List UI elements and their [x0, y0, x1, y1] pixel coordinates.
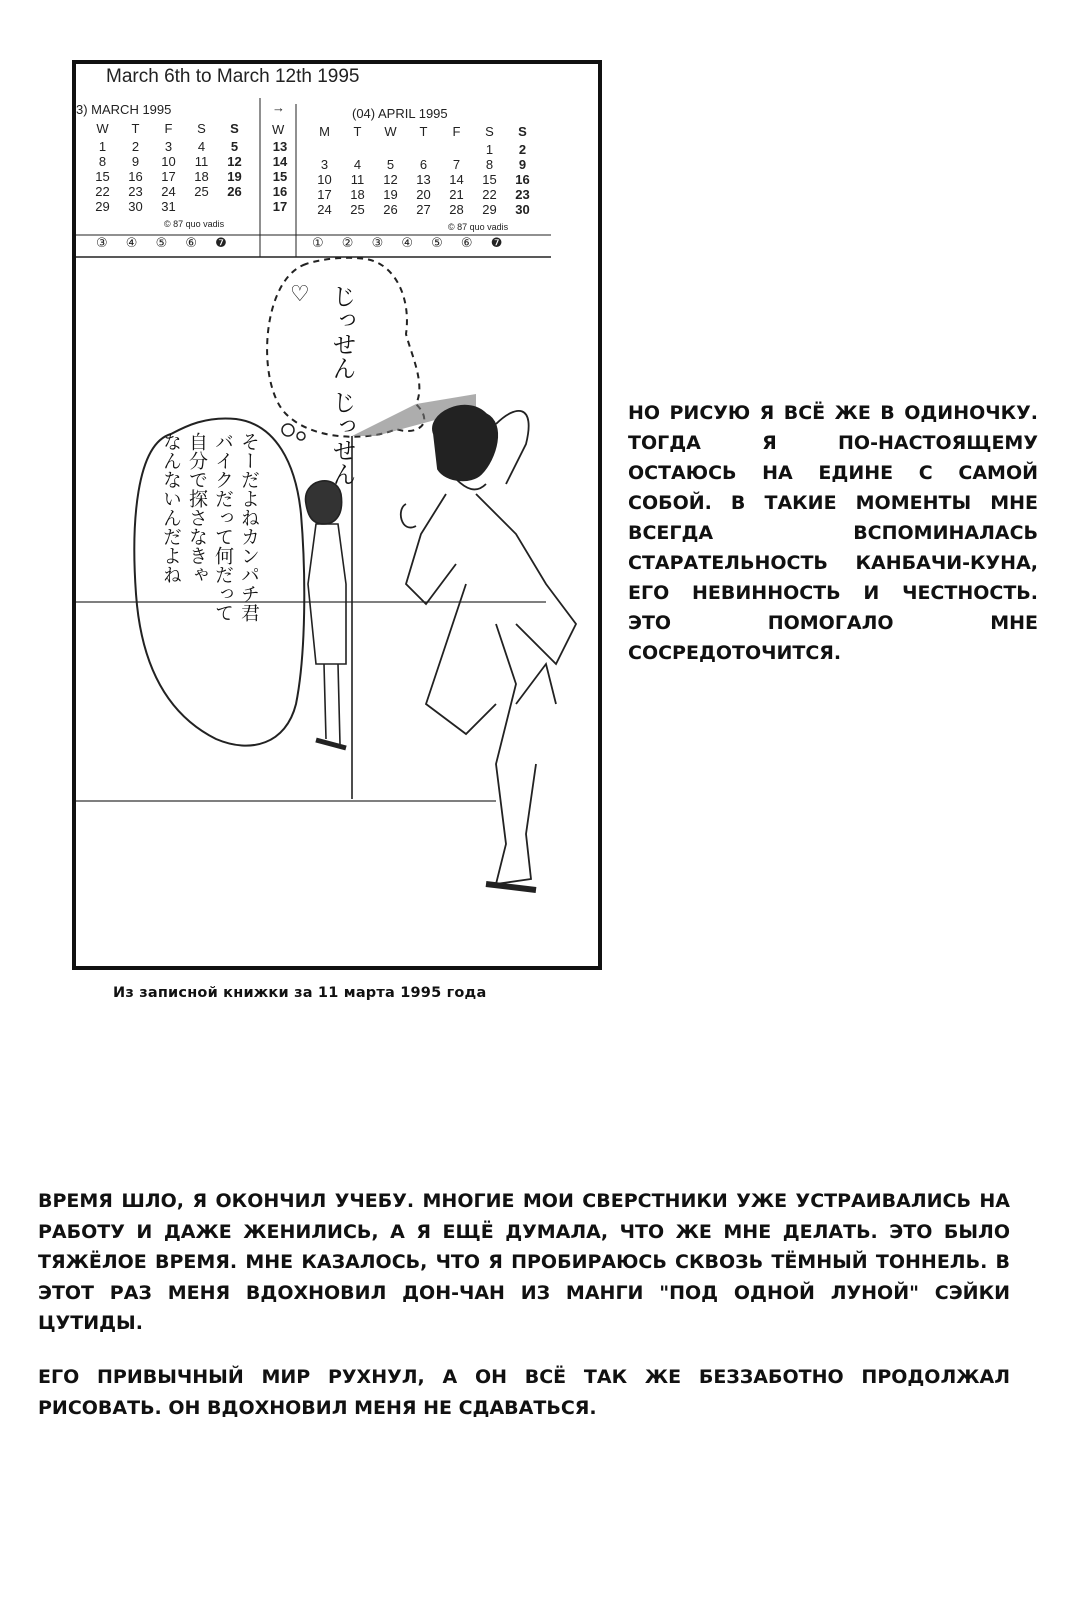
- calendar-cell: S: [485, 124, 494, 139]
- jp-text: じっせん: [328, 390, 356, 486]
- calendar-cell: 9: [131, 154, 140, 169]
- boy-figure: [401, 406, 576, 890]
- april-header: (04) APRIL 1995: [352, 106, 448, 121]
- calendar-cell: 16: [272, 184, 288, 199]
- calendar-cell: 8: [485, 157, 494, 172]
- calendar-cell: 24: [161, 184, 176, 199]
- calendar-cell: T: [131, 121, 140, 136]
- heart-icon: ♡: [290, 282, 310, 307]
- calendar-cell: 10: [161, 154, 176, 169]
- calendar-cell: 6: [419, 157, 428, 172]
- calendar-cell: 19: [227, 169, 242, 184]
- calendar-cell: 1: [98, 139, 107, 154]
- calendar-cell: 23: [128, 184, 143, 199]
- march-copyright: © 87 quo vadis: [164, 219, 225, 229]
- calendar-cell: 24: [317, 202, 332, 217]
- arrow-icon: →: [272, 100, 285, 115]
- calendar-cell: 2: [518, 142, 527, 157]
- left-bubble-text: [158, 432, 262, 732]
- april-circles: ① ② ③ ④ ⑤ ⑥ ❼: [312, 236, 503, 251]
- calendar-cell: M: [319, 124, 330, 139]
- calendar-cell: 18: [194, 169, 209, 184]
- calendar-cell: 26: [227, 184, 242, 199]
- calendar-cell: 27: [416, 202, 431, 217]
- calendar-cell: 30: [128, 199, 143, 214]
- calendar-cell: 11: [194, 154, 209, 169]
- calendar-cell: 1: [485, 142, 494, 157]
- calendar-cell: 3: [320, 157, 329, 172]
- sketch-layer: [76, 64, 598, 966]
- paragraph-2: ЕГО ПРИВЫЧНЫЙ МИР РУХНУЛ, А ОН ВСЁ ТАК ЖЕ БЕЗЗАБОТНО ПРОДОЛЖАЛ РИСОВАТЬ. ОН ВДОХНОВИЛ МЕНЯ НЕ СДАВАТЬСЯ.: [38, 1366, 1010, 1419]
- calendar-cell: 16: [515, 172, 530, 187]
- calendar-cell: 29: [482, 202, 497, 217]
- jp-text: なんないんだよね: [160, 432, 182, 584]
- calendar-cell: 5: [386, 157, 395, 172]
- calendar-cell: F: [452, 124, 461, 139]
- calendar-cell: 11: [350, 172, 365, 187]
- calendar-cell: 31: [161, 199, 176, 214]
- jp-text: バイクだって何だって: [212, 432, 234, 622]
- calendar-cell: 4: [197, 139, 206, 154]
- calendar-cell: S: [518, 124, 527, 139]
- calendar-cell: 10: [317, 172, 332, 187]
- calendar-cell: 19: [383, 187, 398, 202]
- calendar-cell: 13: [272, 139, 288, 154]
- calendar-cell: 26: [383, 202, 398, 217]
- calendar-cell: T: [353, 124, 362, 139]
- calendar-cell: 13: [416, 172, 431, 187]
- calendar-cell: 17: [161, 169, 176, 184]
- week-col-header: W: [272, 122, 285, 137]
- calendar-cell: 25: [350, 202, 365, 217]
- calendar-cell: 20: [416, 187, 431, 202]
- calendar-cell: 18: [350, 187, 365, 202]
- calendar-cell: 15: [482, 172, 497, 187]
- calendar-cell: 17: [317, 187, 332, 202]
- calendar-cell: S: [197, 121, 206, 136]
- notebook-image: [72, 60, 602, 970]
- calendar-cell: 4: [353, 157, 362, 172]
- top-bubble-text: [328, 284, 356, 486]
- calendar-week-title: March 6th to March 12th 1995: [106, 66, 360, 87]
- jp-text: 自分で探さなきゃ: [186, 432, 208, 584]
- calendar-cell: 22: [95, 184, 110, 199]
- calendar-cell: 12: [383, 172, 398, 187]
- paragraph-1: ВРЕМЯ ШЛО, Я ОКОНЧИЛ УЧЕБУ. МНОГИЕ МОИ СВЕРСТНИКИ УЖЕ УСТРАИВАЛИСЬ НА РАБОТУ И ДАЖЕ ЖЕНИЛИСЬ, А Я ЕЩЁ ДУМАЛА, ЧТО ЖЕ МНЕ ДЕЛАТЬ. ЭТО БЫЛО ТЯЖЁЛОЕ ВРЕМЯ. МНЕ КАЗАЛОСЬ, ЧТО Я ПРОБИРАЮСЬ СКВОЗЬ ТЁМНЫЙ ТОННЕЛЬ. В ЭТОТ РАЗ МЕНЯ ВДОХНОВИЛ ДОН-ЧАН ИЗ МАНГИ "ПОД ОДНОЙ ЛУНОЙ" СЭЙКИ ЦУТИДЫ.: [38, 1190, 1010, 1334]
- march-circles: ③ ④ ⑤ ⑥ ❼: [96, 236, 227, 251]
- april-copyright: © 87 quo vadis: [448, 222, 509, 232]
- calendar-cell: 12: [227, 154, 242, 169]
- calendar-cell: 3: [164, 139, 173, 154]
- calendar-cell: T: [419, 124, 428, 139]
- calendar-cell: 2: [131, 139, 140, 154]
- girl-figure: [306, 481, 346, 748]
- calendar-cell: W: [96, 121, 109, 136]
- march-header: 3) MARCH 1995: [76, 102, 172, 117]
- calendar-cell: 28: [449, 202, 464, 217]
- calendar-cell: 14: [272, 154, 288, 169]
- calendar-cell: 8: [98, 154, 107, 169]
- calendar-cell: 29: [95, 199, 110, 214]
- calendar-cell: 15: [95, 169, 110, 184]
- calendar-cell: 9: [518, 157, 527, 172]
- calendar-cell: 15: [272, 169, 288, 184]
- calendar-cell: 17: [272, 199, 288, 214]
- calendar-cell: 25: [194, 184, 209, 199]
- image-caption: Из записной книжки за 11 марта 1995 года: [113, 985, 487, 1001]
- calendar-cell: 21: [449, 187, 464, 202]
- calendar-cell: F: [164, 121, 173, 136]
- calendar-cell: W: [384, 124, 397, 139]
- calendar-cell: 5: [230, 139, 239, 154]
- jp-text: じっせん: [328, 284, 356, 380]
- calendar-cell: 30: [515, 202, 530, 217]
- calendar-cell: 16: [128, 169, 143, 184]
- calendar-cell: 7: [452, 157, 461, 172]
- calendar-cell: S: [230, 121, 239, 136]
- calendar-cell: 22: [482, 187, 497, 202]
- jp-text: そーだよねカンパチ君: [238, 432, 260, 622]
- side-text: НО РИСУЮ Я ВСЁ ЖЕ В ОДИНОЧКУ. ТОГДА Я ПО-НАСТОЯЩЕМУ ОСТАЮСЬ НА ЕДИНЕ С САМОЙ СОБОЙ. В ТАКИЕ МОМЕНТЫ МНЕ ВСЕГДА ВСПОМИНАЛАСЬ СТАРАТЕЛЬНОСТЬ КАНБАЧИ-КУНА, ЕГО НЕВИННОСТЬ И ЧЕСТНОСТЬ. ЭТО ПОМОГАЛО МНЕ СОСРЕДОТОЧИТСЯ.: [628, 402, 1038, 664]
- calendar-cell: 14: [449, 172, 464, 187]
- calendar-cell: 23: [515, 187, 530, 202]
